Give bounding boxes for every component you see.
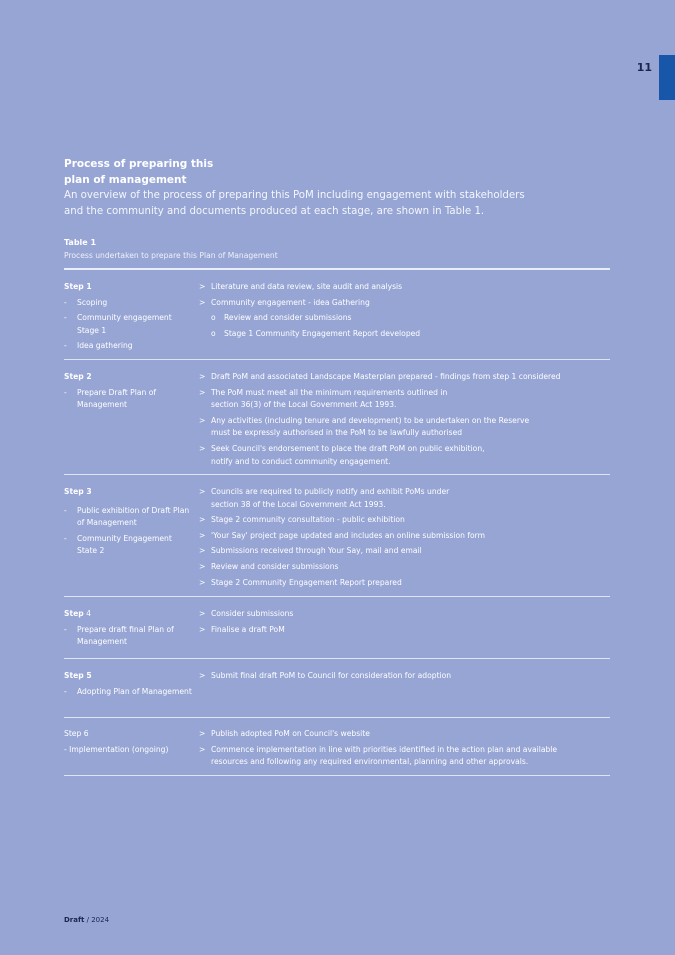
- step-left-column: [64, 728, 194, 759]
- chevron-right-icon: >: [199, 443, 206, 453]
- left-item: [64, 340, 194, 353]
- step-left-column: [64, 281, 194, 356]
- sub-item: [199, 312, 610, 325]
- row-divider: [64, 359, 610, 360]
- step-right-column: [199, 281, 610, 343]
- footer: [64, 916, 109, 924]
- left-item: [64, 505, 194, 530]
- right-item-text: The PoM must meet all the minimum requirements outlined in section 36(3) of the Local Government Act 1993.: [211, 387, 448, 410]
- heading-line-1: Process of preparing this: [64, 158, 214, 170]
- left-item-text: Public exhibition of Draft Plan of Management: [77, 505, 190, 528]
- circle-bullet-icon: o: [211, 313, 216, 323]
- footer-draft-label: Draft: [64, 916, 85, 924]
- step-left-column: [64, 608, 194, 652]
- step-title: Step 3: [64, 487, 92, 496]
- right-item-text: Councils are required to publicly notify and exhibit PoMs under section 38 of the Local Government Act 1993.: [211, 487, 450, 509]
- intro-paragraph: [64, 188, 524, 220]
- dash-marker: -: [64, 341, 67, 351]
- table-row-step-6: [64, 728, 610, 773]
- right-item-text: Literature and data review, site audit and analysis: [211, 282, 403, 291]
- side-tab-marker: [659, 55, 675, 100]
- step-word: Step: [64, 609, 84, 618]
- chevron-right-icon: >: [199, 744, 206, 754]
- chevron-right-icon: >: [199, 729, 206, 738]
- left-item: [64, 297, 194, 310]
- left-item-text: Adopting Plan of Management: [77, 686, 192, 696]
- right-item-text: Submissions received through Your Say, mail and email: [211, 546, 422, 556]
- right-item: [199, 608, 610, 621]
- row-divider: [64, 474, 610, 475]
- right-item-text: Publish adopted PoM on Council's website: [211, 729, 370, 738]
- right-item-text: Stage 2 Community Engagement Report prepared: [211, 577, 402, 587]
- step-title: [64, 608, 194, 621]
- step-right-column: [199, 728, 610, 772]
- step-title: Step 1: [64, 282, 92, 291]
- dash-marker: -: [64, 686, 67, 696]
- left-item-text: Prepare draft final Plan of Management: [77, 624, 174, 647]
- right-item-text: Review and consider submissions: [211, 561, 339, 571]
- table-caption: Process undertaken to prepare this Plan of Management: [64, 251, 278, 260]
- chevron-right-icon: >: [199, 372, 206, 381]
- right-item: [199, 728, 610, 741]
- table-row-step-2: [64, 371, 610, 471]
- right-item-text: Seek Council's endorsement to place the draft PoM on public exhibition, notify and to conduct community engagement.: [211, 443, 485, 466]
- right-item: [199, 670, 610, 683]
- right-item: [199, 281, 610, 294]
- sub-item-text: Review and consider submissions: [224, 313, 352, 323]
- left-item-text: Community engagement Stage 1: [77, 313, 172, 335]
- left-item: [64, 312, 194, 337]
- right-item: [199, 486, 610, 511]
- table-row-step-1: [64, 281, 610, 356]
- row-divider: [64, 717, 610, 718]
- chevron-right-icon: >: [199, 671, 206, 680]
- step-left-column: [64, 486, 194, 561]
- left-item-text: Community Engagement State 2: [77, 533, 172, 556]
- right-item-text: Consider submissions: [211, 609, 294, 618]
- left-item: [64, 624, 194, 649]
- right-item: [199, 530, 610, 543]
- step-title: Step 2: [64, 372, 92, 381]
- row-divider: [64, 596, 610, 597]
- chevron-right-icon: >: [199, 530, 206, 540]
- right-item-text: Commence implementation in line with priorities identified in the action plan and available resources and following any required environmental, planning and other approvals.: [211, 744, 558, 767]
- left-item: [64, 533, 194, 558]
- section-heading: [64, 156, 264, 188]
- chevron-right-icon: >: [199, 282, 206, 291]
- chevron-right-icon: >: [199, 415, 206, 425]
- step-number: 4: [83, 609, 91, 618]
- sub-item-text: Stage 1 Community Engagement Report developed: [224, 328, 421, 338]
- table-label: Table 1: [64, 238, 97, 247]
- circle-bullet-icon: o: [211, 328, 216, 338]
- step-left-column: [64, 371, 194, 415]
- row-divider: [64, 658, 610, 659]
- step-right-column: [199, 670, 610, 686]
- right-item-text: 'Your Say' project page updated and includes an online submission form: [211, 530, 486, 540]
- sub-item: [199, 328, 610, 341]
- step-left-column: [64, 670, 194, 701]
- chevron-right-icon: >: [199, 515, 206, 525]
- right-item: [199, 577, 610, 590]
- dash-marker: -: [64, 297, 67, 307]
- table-bottom-rule: [64, 775, 610, 776]
- right-item: [199, 371, 610, 384]
- right-item-text: Community engagement - idea Gathering: [211, 297, 370, 307]
- page-number: 11: [636, 61, 652, 74]
- right-item: [199, 297, 610, 310]
- left-item: [64, 744, 194, 757]
- right-item-text: Finalise a draft PoM: [211, 624, 285, 634]
- left-item: [64, 686, 194, 699]
- table-row-step-4: [64, 608, 610, 653]
- chevron-right-icon: >: [199, 577, 206, 587]
- left-item-text: - Implementation (ongoing): [64, 744, 169, 754]
- chevron-right-icon: >: [199, 561, 206, 571]
- right-item-text: Submit final draft PoM to Council for consideration for adoption: [211, 671, 452, 680]
- right-item-text: Any activities (including tenure and development) to be undertaken on the Reserve must be expressly authorised in the PoM to be lawfully authorised: [211, 415, 530, 438]
- dash-marker: -: [64, 624, 67, 634]
- right-item-text: Draft PoM and associated Landscape Masterplan prepared - findings from step 1 considered: [211, 372, 561, 381]
- chevron-right-icon: >: [199, 624, 206, 634]
- dash-marker: -: [64, 387, 67, 397]
- chevron-right-icon: >: [199, 387, 206, 397]
- right-item: [199, 514, 610, 527]
- right-item: [199, 387, 610, 412]
- dash-marker: -: [64, 313, 67, 323]
- heading-line-2: plan of management: [64, 174, 187, 186]
- dash-marker: -: [64, 533, 67, 543]
- intro-line-2: and the community and documents produced at each stage, are shown in Table 1.: [64, 206, 485, 217]
- left-item-text: Prepare Draft Plan of Management: [77, 387, 157, 410]
- footer-year: / 2024: [86, 916, 110, 924]
- right-item: [199, 443, 610, 468]
- chevron-right-icon: >: [199, 609, 206, 618]
- step-title: Step 5: [64, 671, 92, 680]
- step-right-column: [199, 371, 610, 471]
- left-item-text: Idea gathering: [77, 341, 133, 351]
- right-item: [199, 545, 610, 558]
- right-item-text: Stage 2 community consultation - public exhibition: [211, 515, 405, 525]
- chevron-right-icon: >: [199, 487, 206, 496]
- table-row-step-3: [64, 486, 610, 591]
- step-right-column: [199, 486, 610, 592]
- dash-marker: -: [64, 505, 67, 515]
- chevron-right-icon: >: [199, 546, 206, 556]
- step-title: Step 6: [64, 729, 89, 738]
- step-right-column: [199, 608, 610, 639]
- left-item: [64, 387, 194, 412]
- right-item: [199, 624, 610, 637]
- table-row-step-5: [64, 670, 610, 715]
- right-item: [199, 744, 610, 769]
- right-item: [199, 415, 610, 440]
- table-top-rule: [64, 268, 610, 270]
- chevron-right-icon: >: [199, 297, 206, 307]
- right-item: [199, 561, 610, 574]
- intro-line-1: An overview of the process of preparing this PoM including engagement with stakeholders: [64, 190, 525, 201]
- left-item-text: Scoping: [77, 297, 108, 307]
